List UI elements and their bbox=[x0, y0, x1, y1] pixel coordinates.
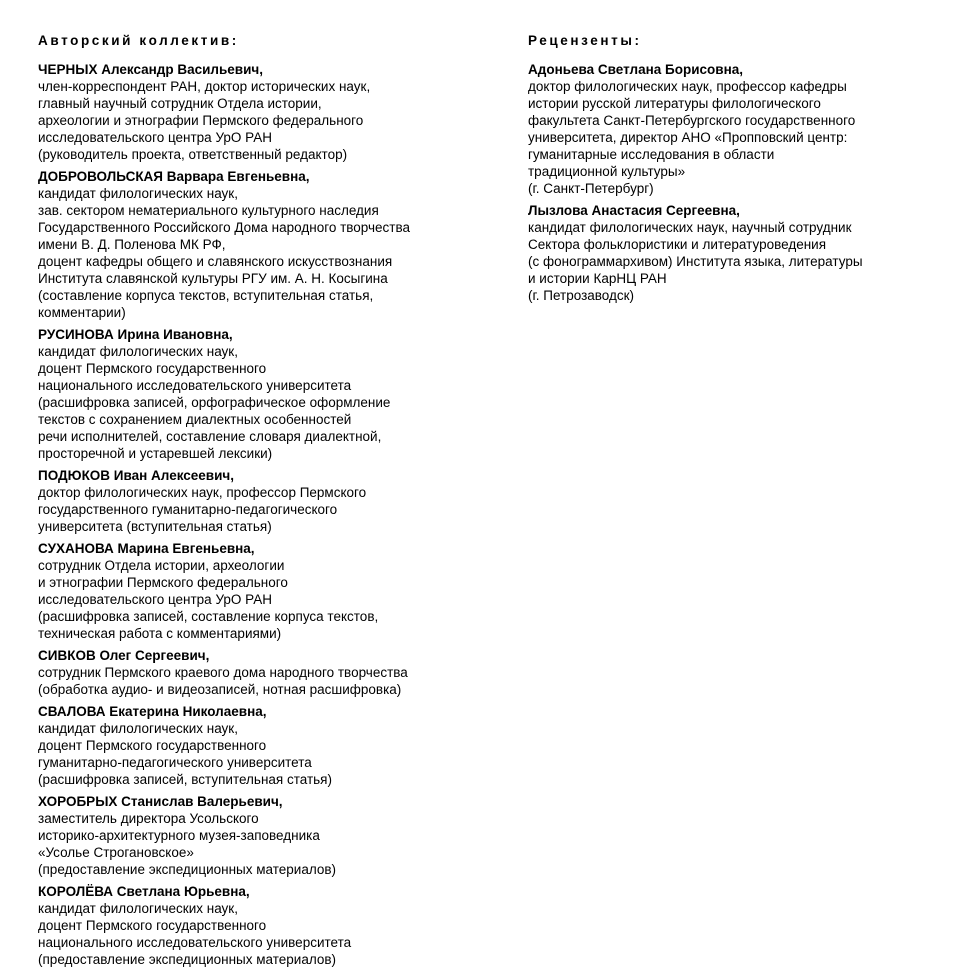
person-detail-line: Института славянской культуры РГУ им. А. Н. Косыгина bbox=[38, 271, 388, 286]
person-entry bbox=[38, 540, 508, 642]
person-detail-line: истории русской литературы филологического bbox=[528, 96, 821, 111]
person-name: РУСИНОВА Ирина Ивановна, bbox=[38, 327, 233, 342]
person-name: ХОРОБРЫХ Станислав Валерьевич, bbox=[38, 794, 283, 809]
person-entry bbox=[38, 467, 508, 535]
person-detail-line: (с фонограммархивом) Института языка, литературы bbox=[528, 254, 863, 269]
person-detail-line: Государственного Российского Дома народного творчества bbox=[38, 220, 411, 235]
reviewers-heading: Рецензенты: bbox=[528, 33, 642, 48]
person-detail-line: член-корреспондент РАН, доктор исторических наук, bbox=[38, 79, 371, 94]
person-detail-line: гуманитарные исследования в области bbox=[528, 147, 775, 162]
person-detail-line: университета, директор АНО «Пропповский центр: bbox=[528, 130, 848, 145]
person-detail-line: (обработка аудио- и видеозаписей, нотная расшифровка) bbox=[38, 682, 402, 697]
person-detail-line: просторечной и устаревшей лексики) bbox=[38, 446, 273, 461]
person-detail-line: археологии и этнографии Пермского федерального bbox=[38, 113, 364, 128]
person-detail-line: Сектора фольклористики и литературоведения bbox=[528, 237, 827, 252]
person-detail-line: и истории КарНЦ РАН bbox=[528, 271, 667, 286]
person-detail-line: (предоставление экспедиционных материалов) bbox=[38, 862, 337, 877]
person-detail-line: историко-архитектурного музея-заповедника bbox=[38, 828, 320, 843]
person-name: СУХАНОВА Марина Евгеньевна, bbox=[38, 541, 255, 556]
person-detail-line: (предоставление экспедиционных материалов) bbox=[38, 952, 337, 967]
person-detail-line: «Усолье Строгановское» bbox=[38, 845, 194, 860]
person-name: Лызлова Анастасия Сергеевна, bbox=[528, 203, 740, 218]
reviewers-list bbox=[528, 61, 948, 304]
person-detail-line: государственного гуманитарно-педагогического bbox=[38, 502, 338, 517]
person-detail-line: исследовательского центра УрО РАН bbox=[38, 130, 273, 145]
authors-heading: Авторский коллектив: bbox=[38, 33, 239, 48]
person-entry bbox=[528, 61, 948, 197]
reviewers-column bbox=[528, 32, 948, 309]
person-detail-line: кандидат филологических наук, bbox=[38, 344, 238, 359]
person-detail-line: доцент Пермского государственного bbox=[38, 738, 267, 753]
person-detail-line: факультета Санкт-Петербургского государственного bbox=[528, 113, 856, 128]
person-entry bbox=[38, 326, 508, 462]
person-detail-line: исследовательского центра УрО РАН bbox=[38, 592, 273, 607]
person-detail-line: кандидат филологических наук, bbox=[38, 721, 238, 736]
person-detail-line: (г. Петрозаводск) bbox=[528, 288, 635, 303]
person-detail-line: имени В. Д. Поленова МК РФ, bbox=[38, 237, 226, 252]
person-detail-line: национального исследовательского университета bbox=[38, 935, 352, 950]
authors-column bbox=[38, 32, 508, 973]
person-name: ДОБРОВОЛЬСКАЯ Варвара Евгеньевна, bbox=[38, 169, 310, 184]
person-detail-line: техническая работа с комментариями) bbox=[38, 626, 282, 641]
person-name: ЧЕРНЫХ Александр Васильевич, bbox=[38, 62, 263, 77]
person-detail-line: национального исследовательского университета bbox=[38, 378, 352, 393]
authors-list bbox=[38, 61, 508, 968]
person-detail-line: (г. Санкт-Петербург) bbox=[528, 181, 654, 196]
person-entry bbox=[38, 703, 508, 788]
person-detail-line: гуманитарно-педагогического университета bbox=[38, 755, 312, 770]
person-detail-line: речи исполнителей, составление словаря диалектной, bbox=[38, 429, 382, 444]
person-entry bbox=[38, 883, 508, 968]
person-name: КОРОЛЁВА Светлана Юрьевна, bbox=[38, 884, 250, 899]
person-detail-line: доцент Пермского государственного bbox=[38, 361, 267, 376]
person-name: Адоньева Светлана Борисовна, bbox=[528, 62, 743, 77]
person-detail-line: (расшифровка записей, составление корпуса текстов, bbox=[38, 609, 379, 624]
person-detail-line: кандидат филологических наук, bbox=[38, 186, 238, 201]
person-detail-line: кандидат филологических наук, научный сотрудник bbox=[528, 220, 852, 235]
person-detail-line: (руководитель проекта, ответственный редактор) bbox=[38, 147, 348, 162]
person-detail-line: и этнографии Пермского федерального bbox=[38, 575, 288, 590]
person-detail-line: (расшифровка записей, орфографическое оформление bbox=[38, 395, 391, 410]
person-name: СВАЛОВА Екатерина Николаевна, bbox=[38, 704, 267, 719]
person-name: ПОДЮКОВ Иван Алексеевич, bbox=[38, 468, 234, 483]
person-detail-line: заместитель директора Усольского bbox=[38, 811, 259, 826]
person-detail-line: (составление корпуса текстов, вступительная статья, bbox=[38, 288, 374, 303]
person-detail-line: традиционной культуры» bbox=[528, 164, 686, 179]
person-entry bbox=[528, 202, 948, 304]
person-detail-line: кандидат филологических наук, bbox=[38, 901, 238, 916]
person-detail-line: сотрудник Пермского краевого дома народного творчества bbox=[38, 665, 408, 680]
person-detail-line: доцент кафедры общего и славянского искусствознания bbox=[38, 254, 393, 269]
person-detail-line: главный научный сотрудник Отдела истории, bbox=[38, 96, 322, 111]
person-detail-line: (расшифровка записей, вступительная статья) bbox=[38, 772, 332, 787]
person-detail-line: университета (вступительная статья) bbox=[38, 519, 272, 534]
person-detail-line: сотрудник Отдела истории, археологии bbox=[38, 558, 285, 573]
person-entry bbox=[38, 168, 508, 321]
person-entry bbox=[38, 61, 508, 163]
person-detail-line: текстов с сохранением диалектных особенностей bbox=[38, 412, 352, 427]
person-detail-line: доктор филологических наук, профессор кафедры bbox=[528, 79, 847, 94]
person-detail-line: комментарии) bbox=[38, 305, 126, 320]
person-name: СИВКОВ Олег Сергеевич, bbox=[38, 648, 210, 663]
person-entry bbox=[38, 793, 508, 878]
person-detail-line: доцент Пермского государственного bbox=[38, 918, 267, 933]
person-detail-line: зав. сектором нематериального культурного наследия bbox=[38, 203, 379, 218]
person-detail-line: доктор филологических наук, профессор Пермского bbox=[38, 485, 367, 500]
person-entry bbox=[38, 647, 508, 698]
